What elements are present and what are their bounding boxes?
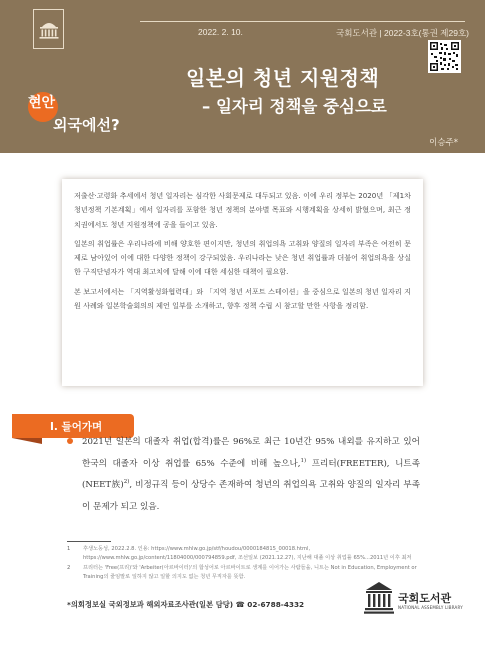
footnote-text: 프리터는 'Free(프리)'와 'Arbeiter(아르바이터)'의 합성어로 아르바이트로 생계를 이어가는 사람들을, 니트는 Not in Education, Employment or Training의 줄임말로 일하지 않고 일할 의지도 없는 청년 무직자를 뜻함.: [83, 564, 417, 580]
footnote-reference[interactable]: 2): [123, 479, 130, 486]
report-title: 일본의 청년 지원정책: [186, 66, 380, 90]
bullet-icon: [67, 438, 73, 444]
summary-box: [62, 179, 423, 386]
report-subtitle: – 일자리 정책을 중심으로: [202, 97, 387, 116]
summary-paragraph: 저출산·고령화 추세에서 청년 일자리는 심각한 사회문제로 대두되고 있음. 이에 우리 정부는 2020년 「제1차 청년정책 기본계획」에서 일자리를 포함한 청년 정책의 분야별 목표와 시행계획을 상세히 밝혔으며, 최근 정치권에서도 청년 지원정책에 공을 들이고 있음.: [74, 191, 411, 229]
report-date: 2022. 2. 10.: [198, 27, 243, 37]
body-text: 2021년 일본의 대졸자 취업(합격)률은 96%로 최근 10년간 95% 내외를 유지하고 있어 한국의 대졸자 이상 취업률 65% 수준에 비해 높으나,: [82, 437, 420, 469]
footnote-item: [67, 564, 427, 583]
footnote-item: [67, 545, 427, 564]
footnote-text: 후생노동성, 2022.2.8. 인용: https://www.mhlw.go.jp/stf/houdou/0000184815_00018.html, https://www.mhlw.go.jp/content/11804000/000794859.pdf, 조선일보 (2021.12.27), 지난해 대졸 이상 취업률 65%...2011년 이후 최저: [83, 546, 412, 562]
national-assembly-library-logo-icon: [364, 581, 394, 615]
national-assembly-building-icon: [33, 9, 64, 49]
footer-library-name: 국회도서관: [398, 592, 452, 605]
footnote-number: 2: [67, 564, 71, 571]
header-divider: [140, 21, 465, 22]
section-tab-fold: [12, 438, 42, 444]
body-text: 프리터(FREETER), 니트족(NEET族): [82, 458, 421, 490]
section-heading: Ⅰ. 들어가며: [50, 421, 103, 433]
author-contact: *의회정보실 국외정보과 해외자료조사관(일본 담당) ☎ 02-6788-4332: [67, 600, 305, 609]
series-label-top: 현안: [28, 95, 56, 111]
summary-paragraph: 본 보고서에서는 「지역활성화협력대」와 「지역 청년 서포트 스테이션」을 중심으로 일본의 청년 일자리 지원 사례와 일본학술회의의 제언 일부를 소개하고, 향후 정책 수립 시 참고할 만한 사항을 정리함.: [74, 286, 411, 311]
footnote-number: 1: [67, 546, 71, 552]
body-paragraph: [82, 432, 420, 518]
footer-library-name-en: NATIONAL ASSEMBLY LIBRARY: [398, 605, 463, 610]
author-name: 이승주*: [429, 138, 458, 148]
report-header: [0, 0, 485, 153]
series-label-bottom: 외국에선?: [53, 116, 120, 134]
footnote-divider: [67, 541, 111, 542]
body-text: , 비정규직 등이 상당수 존재하여 청년의 취업의욕 고취와 양질의 일자리 부족이 문제가 되고 있음.: [82, 480, 420, 512]
report-issue-number: 국회도서관 | 2022-3호(통권 제29호): [336, 28, 469, 38]
qr-code-icon[interactable]: [428, 40, 461, 73]
footnote-reference[interactable]: 1): [300, 457, 307, 464]
footnotes: [67, 545, 427, 582]
summary-paragraph: 일본의 취업률은 우리나라에 비해 양호한 편이지만, 청년의 취업의욕 고취와 양질의 일자리 부족은 여전히 문제로 남아있어 이에 대한 다양한 정책이 강구되었음. 우리나라는 낮은 청년 취업률과 더불어 취업의욕을 상실한 구직단념자가 역대 최고치에 달해 이에 대한 세심한 대책이 필요함.: [74, 238, 411, 277]
